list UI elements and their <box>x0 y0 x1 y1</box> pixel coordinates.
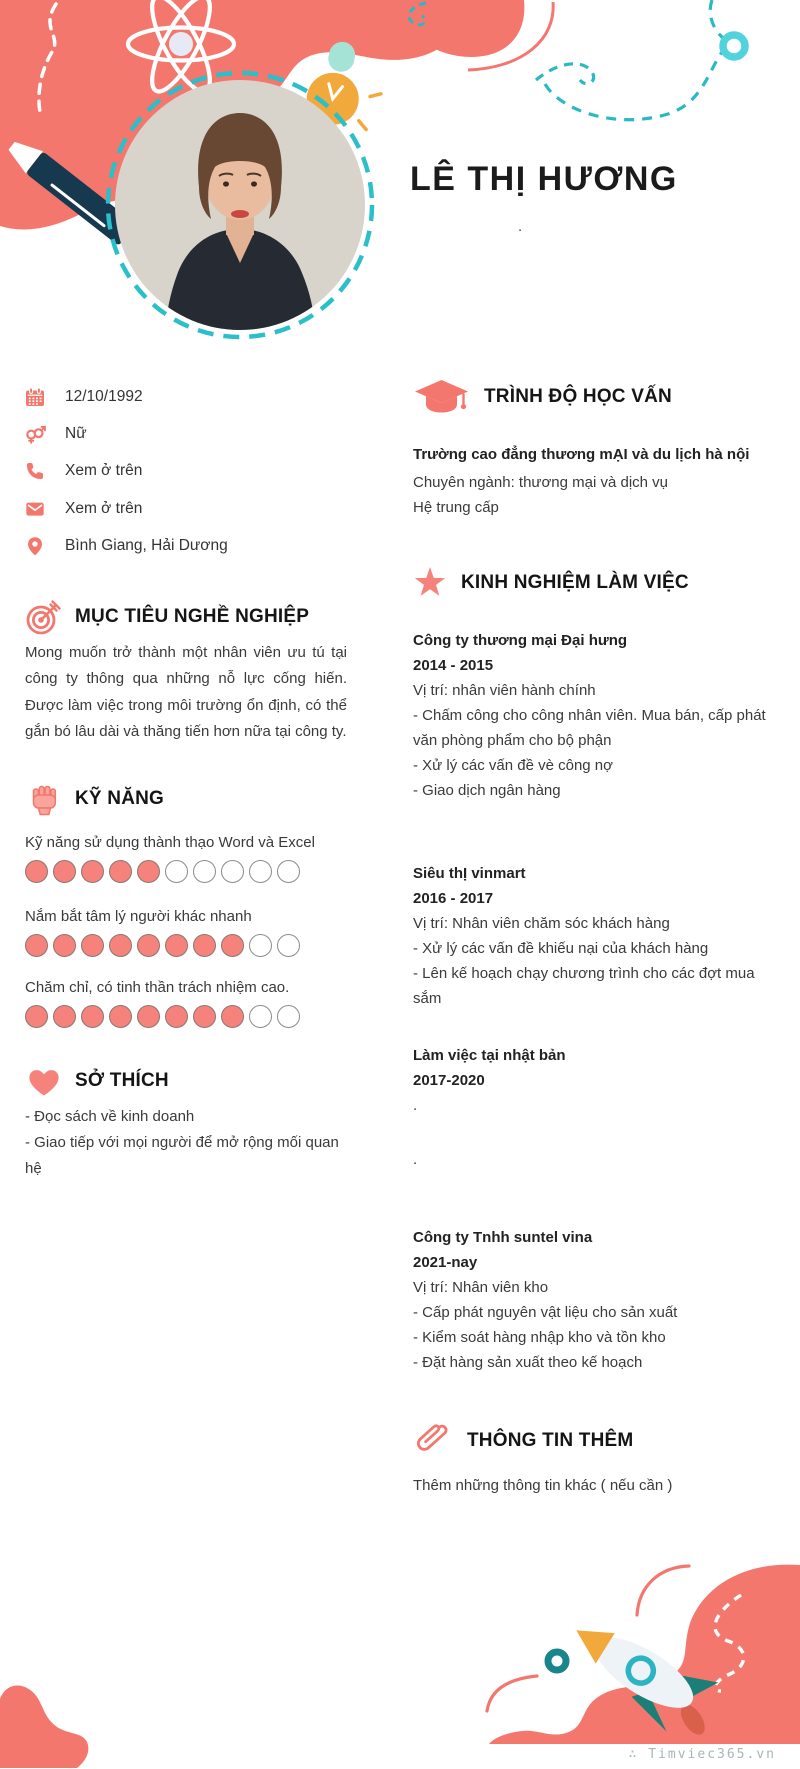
email-value: Xem ở trên <box>65 499 143 517</box>
job-company: Siêu thỊ vinmart <box>413 865 526 882</box>
teal-donut-bottom <box>548 1652 566 1670</box>
additional-heading-label: THÔNG TIN THÊM <box>467 1430 634 1451</box>
skill-dot <box>25 1005 48 1028</box>
gender-icon <box>25 424 51 444</box>
skill-dot <box>165 934 188 957</box>
skill-item <box>25 834 325 883</box>
skill-dot <box>109 934 132 957</box>
education-detail: Hệ trung cấp <box>413 499 499 516</box>
skill-dot <box>249 1005 272 1028</box>
profile-photo <box>102 67 378 343</box>
job-entry <box>413 1043 767 1172</box>
skill-dot <box>165 860 188 883</box>
skill-dot <box>249 934 272 957</box>
footer-decoration <box>0 1539 800 1769</box>
skill-dot <box>109 860 132 883</box>
school-name: Trường cao đẳng thương mẠI và du lịch hà nội <box>413 446 750 463</box>
teal-dashed-arc <box>545 52 722 120</box>
skill-rating <box>25 934 325 957</box>
job-line: Vị trí: Nhân viên kho <box>413 1279 549 1296</box>
skill-dot <box>109 1005 132 1028</box>
objective-text: Mong muốn trở thành một nhân viên ưu tú tại công ty thông qua những nỗ lực cống hiến. Được làm việc trong môi trường ổn định, có thể gắn bó lâu dài và thăng tiến hơn nữa tại công ty. <box>25 644 347 740</box>
job-line: - Giao dịch ngân hàng <box>413 782 561 799</box>
skill-label: Nắm bắt tâm lý người khác nhanh <box>25 908 252 925</box>
skill-dot <box>221 860 244 883</box>
hobbies-list <box>25 1104 347 1182</box>
job-line: . <box>413 1151 418 1168</box>
location-icon <box>25 536 51 556</box>
skill-dot <box>53 934 76 957</box>
job-entry <box>413 1225 767 1375</box>
fist-icon <box>25 782 63 816</box>
job-entry <box>413 628 767 803</box>
education-detail: Chuyên ngành: thương mại và dịch vụ <box>413 474 669 491</box>
job-line: - Kiểm soát hàng nhập kho và tồn kho <box>413 1329 666 1346</box>
skill-item <box>25 979 325 1028</box>
skill-dot <box>81 934 104 957</box>
coral-blob-bottom-left <box>0 1685 88 1768</box>
education-details <box>413 470 767 520</box>
skill-dot <box>137 934 160 957</box>
skill-dot <box>193 1005 216 1028</box>
skill-dot <box>221 1005 244 1028</box>
teal-dashed-loop <box>536 64 594 84</box>
education-heading-label: TRÌNH ĐỘ HỌC VẤN <box>484 386 672 407</box>
candidate-name: LÊ THỊ HƯƠNG <box>410 160 678 198</box>
skill-dot <box>53 860 76 883</box>
job-line: Vị trí: Nhân viên chăm sóc khách hàng <box>413 915 670 932</box>
skill-item <box>25 908 325 957</box>
skill-dot <box>25 934 48 957</box>
experience-heading-label: KINH NGHIỆM LÀM VIỆC <box>461 572 689 593</box>
job-line: - Lên kế hoạch chạy chương trình cho các đợt mua sắm <box>413 965 755 1007</box>
job-period: 2014 - 2015 <box>413 657 494 674</box>
target-icon <box>25 598 63 636</box>
job-line: Vị trí: nhân viên hành chính <box>413 682 596 699</box>
skill-dot <box>277 860 300 883</box>
graduation-cap-icon <box>413 378 470 416</box>
skill-dot <box>81 1005 104 1028</box>
teal-donut-icon <box>723 35 745 57</box>
job-company: Công ty thương mại Đại hưng <box>413 632 628 649</box>
job-company: Làm việc tại nhật bản <box>413 1047 566 1064</box>
skills-heading <box>25 779 164 819</box>
skill-label: Chăm chỉ, có tinh thần trách nhiệm cao. <box>25 979 290 996</box>
contact-row-gender <box>25 415 347 452</box>
job-company: Công ty Tnhh suntel vina <box>413 1229 593 1246</box>
skill-dot <box>137 860 160 883</box>
hobbies-heading-label: SỞ THÍCH <box>75 1070 169 1091</box>
skill-rating <box>25 860 325 883</box>
skill-dot <box>277 934 300 957</box>
skill-dot <box>53 1005 76 1028</box>
hobbies-heading <box>25 1061 169 1101</box>
gender-value: Nữ <box>65 424 87 442</box>
objective-heading <box>25 597 309 637</box>
job-line: - Xử lý các vấn đề khiếu nại của khách hàng <box>413 940 709 957</box>
star-icon <box>413 567 447 599</box>
birthday-value: 12/10/1992 <box>65 387 143 405</box>
coral-arc-top <box>637 1566 689 1615</box>
phone-value: Xem ở trên <box>65 462 143 480</box>
paperclip-icon <box>413 1421 453 1461</box>
heart-icon <box>25 1064 63 1098</box>
job-line: - Chấm công cho công nhân viên. Mua bán, cấp phát văn phòng phẩm cho bộ phận <box>413 707 766 749</box>
job-line: - Đặt hàng sản xuất theo kế hoạch <box>413 1354 643 1371</box>
job-entry <box>413 861 767 1011</box>
coral-arc-left <box>487 1676 537 1711</box>
job-period: 2016 - 2017 <box>413 890 494 907</box>
hobby-item: - Đọc sách về kinh doanh <box>25 1108 195 1125</box>
job-line: . <box>413 1097 418 1114</box>
education-heading <box>413 377 672 417</box>
contact-row-address <box>25 527 347 564</box>
name-note: . <box>518 218 523 235</box>
avatar-image <box>102 67 378 343</box>
skill-dot <box>221 934 244 957</box>
skill-rating <box>25 1005 325 1028</box>
watermark: ∴ Timviec365.vn <box>628 1747 776 1762</box>
mail-icon <box>25 499 51 519</box>
contact-row-phone <box>25 453 347 490</box>
contact-info <box>25 378 347 564</box>
skill-dot <box>277 1005 300 1028</box>
job-period: 2017-2020 <box>413 1072 485 1089</box>
calendar-icon <box>25 387 51 407</box>
skill-dot <box>137 1005 160 1028</box>
skill-dot <box>193 934 216 957</box>
objective-heading-label: MỤC TIÊU NGHỀ NGHIỆP <box>75 606 310 627</box>
phone-icon <box>25 461 51 481</box>
skill-dot <box>193 860 216 883</box>
skill-dot <box>25 860 48 883</box>
skill-dot <box>81 860 104 883</box>
skill-label: Kỹ năng sử dụng thành thạo Word và Excel <box>25 834 315 851</box>
job-line: - Cấp phát nguyên vật liệu cho sản xuất <box>413 1304 678 1321</box>
skill-dot <box>249 860 272 883</box>
contact-row-email <box>25 490 347 527</box>
skill-dot <box>165 1005 188 1028</box>
address-value: Bình Giang, Hải Dương <box>65 536 228 554</box>
hobby-item: - Giao tiếp với mọi người để mở rộng mối quan hệ <box>25 1134 339 1177</box>
job-line: - Xử lý các vấn đề vè công nợ <box>413 757 613 774</box>
avatar-lips <box>231 210 249 218</box>
additional-text: Thêm những thông tin khác ( nếu cần ) <box>413 1477 673 1494</box>
experience-heading <box>413 563 689 603</box>
job-period: 2021-nay <box>413 1254 478 1271</box>
additional-heading <box>413 1421 633 1461</box>
skills-heading-label: KỸ NĂNG <box>75 788 165 809</box>
contact-row-birthday <box>25 378 347 415</box>
